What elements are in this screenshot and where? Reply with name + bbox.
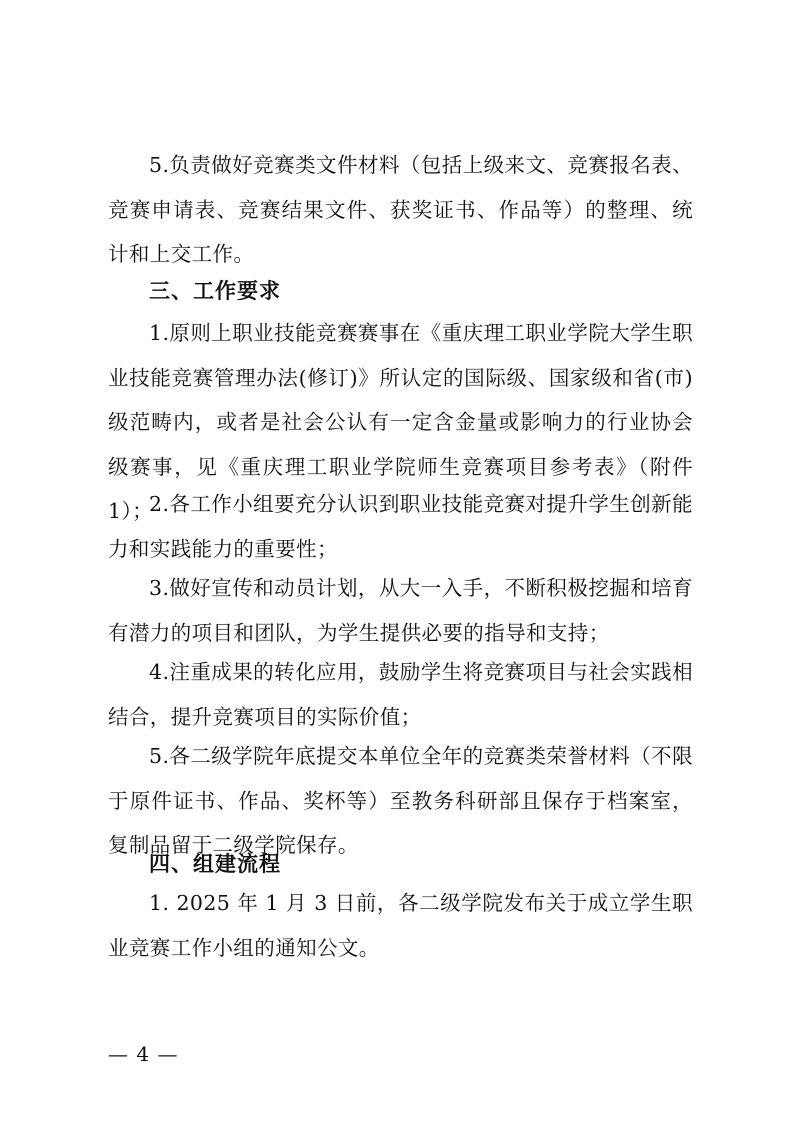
section-heading-work-requirements: 三、工作要求 xyxy=(149,279,281,303)
requirement-item-4: 4.注重成果的转化应用，鼓励学生将竞赛项目与社会实践相结合，提升竞赛项目的实际价值； xyxy=(108,660,693,729)
requirement-item-5: 5.各二级学院年底提交本单位全年的竞赛类荣誉材料（不限于原件证书、作品、奖杯等）至教务科研部且保存于档案室，复制品留于二级学院保存。 xyxy=(108,744,693,857)
process-item-1: 1. 2025 年 1 月 3 日前，各二级学院发布关于成立学生职业竞赛工作小组的通知公文。 xyxy=(108,891,693,960)
section-heading-formation-process: 四、组建流程 xyxy=(149,852,281,876)
requirement-item-2: 2.各工作小组要充分认识到职业技能竞赛对提升学生创新能力和实践能力的重要性； xyxy=(108,492,693,561)
requirement-item-3: 3.做好宣传和动员计划，从大一入手，不断积极挖掘和培育有潜力的项目和团队，为学生提供必要的指导和支持； xyxy=(108,576,693,645)
page-number: — 4 — xyxy=(108,1042,179,1066)
responsibility-item-5: 5.负责做好竞赛类文件材料（包括上级来文、竞赛报名表、竞赛申请表、竞赛结果文件、获奖证书、作品等）的整理、统计和上交工作。 xyxy=(108,153,693,266)
requirement-item-1: 1.原则上职业技能竞赛赛事在《重庆理工职业学院大学生职业技能竞赛管理办法(修订)》所认定的国际级、国家级和省(市)级范畴内，或者是社会公认有一定含金量或影响力的行业协会级赛事，见《重庆理工职业学院师生竞赛项目参考表》（附件1）； xyxy=(108,321,693,523)
